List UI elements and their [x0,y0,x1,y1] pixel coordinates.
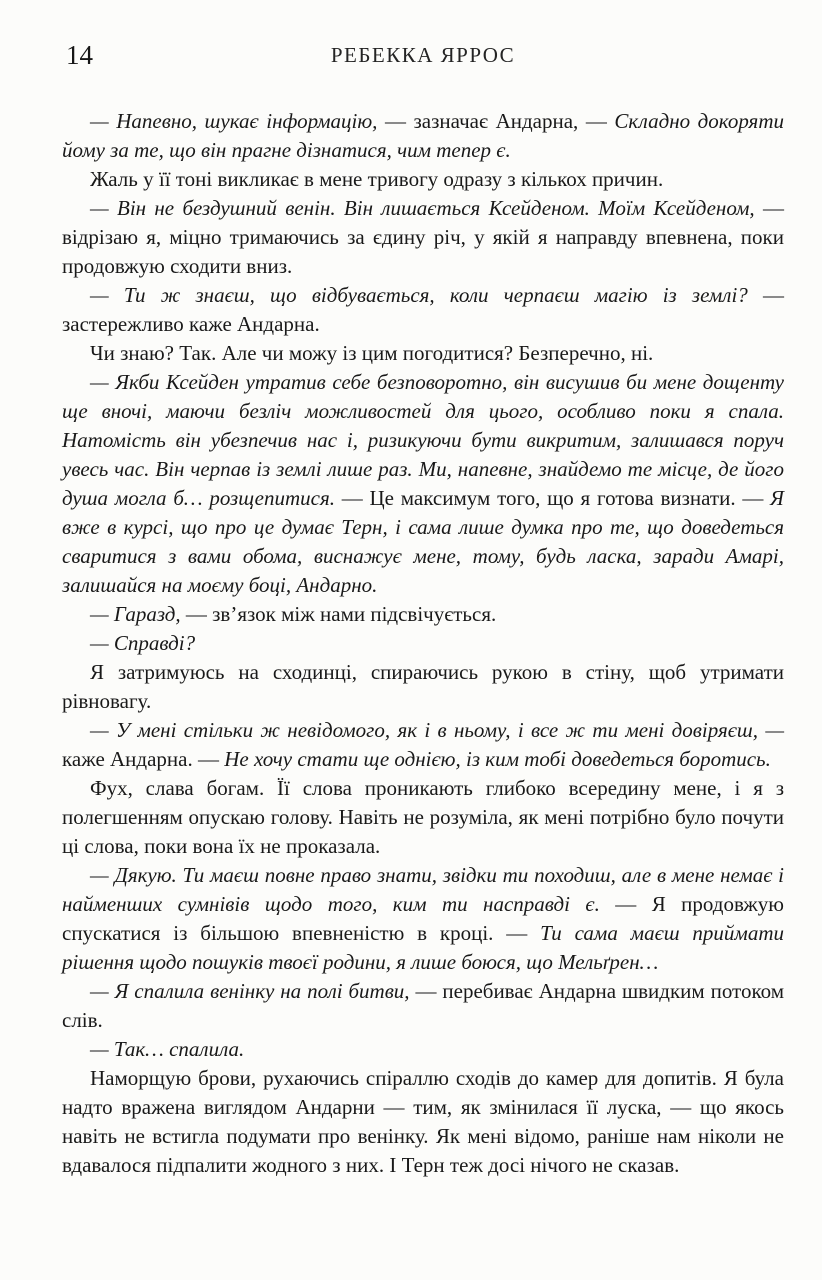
running-title: РЕБЕККА ЯРРОС [330,43,516,67]
dialogue-run: — Гаразд, [90,602,186,626]
paragraph [62,774,784,861]
paragraph [62,1035,784,1064]
narration-run: — перебиває Андарна швидким потоком слів. [62,979,784,1032]
narration-run: каже Андарна. — [62,747,225,771]
narration-run: Фух, слава богам. Її слова проникають глибоко всередину мене, і я з полегшенням опускаю голову. Навіть не розуміла, як мені потрібно було почути ці слова, поки вона їх не проказала. [62,776,784,858]
narration-run: — відрізаю я, міцно тримаючись за єдину річ, у якій я направду впевнена, поки продовжую сходити вниз. [62,196,784,278]
narration-run: — застережливо каже Андарна. [62,283,784,336]
narration-run: — зв’язок між нами підсвічується. [185,602,497,626]
dialogue-run: — Дякую. Ти маєш повне право знати, звідки ти походиш, але в мене немає і найменших сумнівів щодо того, ким ти насправді є. [62,863,784,916]
narration-run: Я затримуюсь на сходинці, спираючись рукою в стіну, щоб утримати рівновагу. [62,660,784,713]
paragraph [62,368,784,600]
paragraph [62,194,784,281]
dialogue-run: — Справді? [90,631,196,655]
dialogue-run: Я вже в курсі, що про це думає Терн, і сама лише думка про те, що доведеться сваритися з вами обома, виснажує мене, тому, будь ласка, заради Амарі, залишайся на моєму боці, Андарно. [62,486,784,597]
dialogue-run: Ти сама маєш приймати рішення щодо пошуків твоєї родини, я лише боюся, що Мельґрен… [62,921,784,974]
paragraph [62,281,784,339]
dialogue-run: — Я спалила венінку на полі битви, [90,979,416,1003]
paragraph [62,600,784,629]
paragraph [62,977,784,1035]
dialogue-run: — Так… спалила. [90,1037,245,1061]
narration-run: Чи знаю? Так. Але чи можу із цим погодитися? Безперечно, ні. [90,341,654,365]
paragraph [62,339,784,368]
dialogue-run: — Він не бездушний венін. Він лишається Ксейденом. Моїм Ксейденом, [90,196,763,220]
paragraph [62,107,784,165]
narration-run: — Я продовжую спускатися із більшою впевненістю в кроці. — [62,892,784,945]
page-header [62,40,784,72]
dialogue-run: Не хочу стати ще однією, із ким тобі доведеться боротись. [224,747,771,771]
paragraph [62,658,784,716]
dialogue-run: — Напевно, шукає інформацію, [90,109,385,133]
paragraph [62,716,784,774]
paragraph [62,165,784,194]
page-body [62,107,784,1180]
narration-run: — Це максимум того, що я готова визнати. — [341,486,771,510]
paragraph [62,629,784,658]
narration-run: Жаль у її тоні викликає в мене тривогу одразу з кількох причин. [90,167,664,191]
page-number: 14 [66,40,93,70]
dialogue-run: — Якби Ксейден утратив себе безповоротно, він висушив би мене дощенту ще вночі, маючи безліч можливостей для цього, особливо поки я спала. Натомість він убезпечив нас і, ризикуючи бути викритим, залишався поруч увесь час. Він черпав із землі лише раз. Ми, напевне, знайдемо те місце, де його душа могла б… розщепитися. [62,370,784,510]
narration-run: — зазначає Андарна, — [384,109,615,133]
narration-run: Наморщую брови, рухаючись спіраллю сходів до камер для допитів. Я була надто вражена виглядом Андарни — тим, як змінилася її луска, — що якось навіть не встигла подумати про венінку. Як мені відомо, раніше нам ніколи не вдавалося підпалити жодного з них. І Терн теж досі нічого не сказав. [62,1066,784,1177]
paragraph [62,861,784,977]
paragraph [62,1064,784,1180]
dialogue-run: — Ти ж знаєш, що відбувається, коли черпаєш магію із землі? [90,283,763,307]
dialogue-run: — У мені стільки ж невідомого, як і в ньому, і все ж ти мені довіряєш, — [90,718,784,742]
dialogue-run: Складно докоряти йому за те, що він прагне дізнатися, чим тепер є. [62,109,784,162]
